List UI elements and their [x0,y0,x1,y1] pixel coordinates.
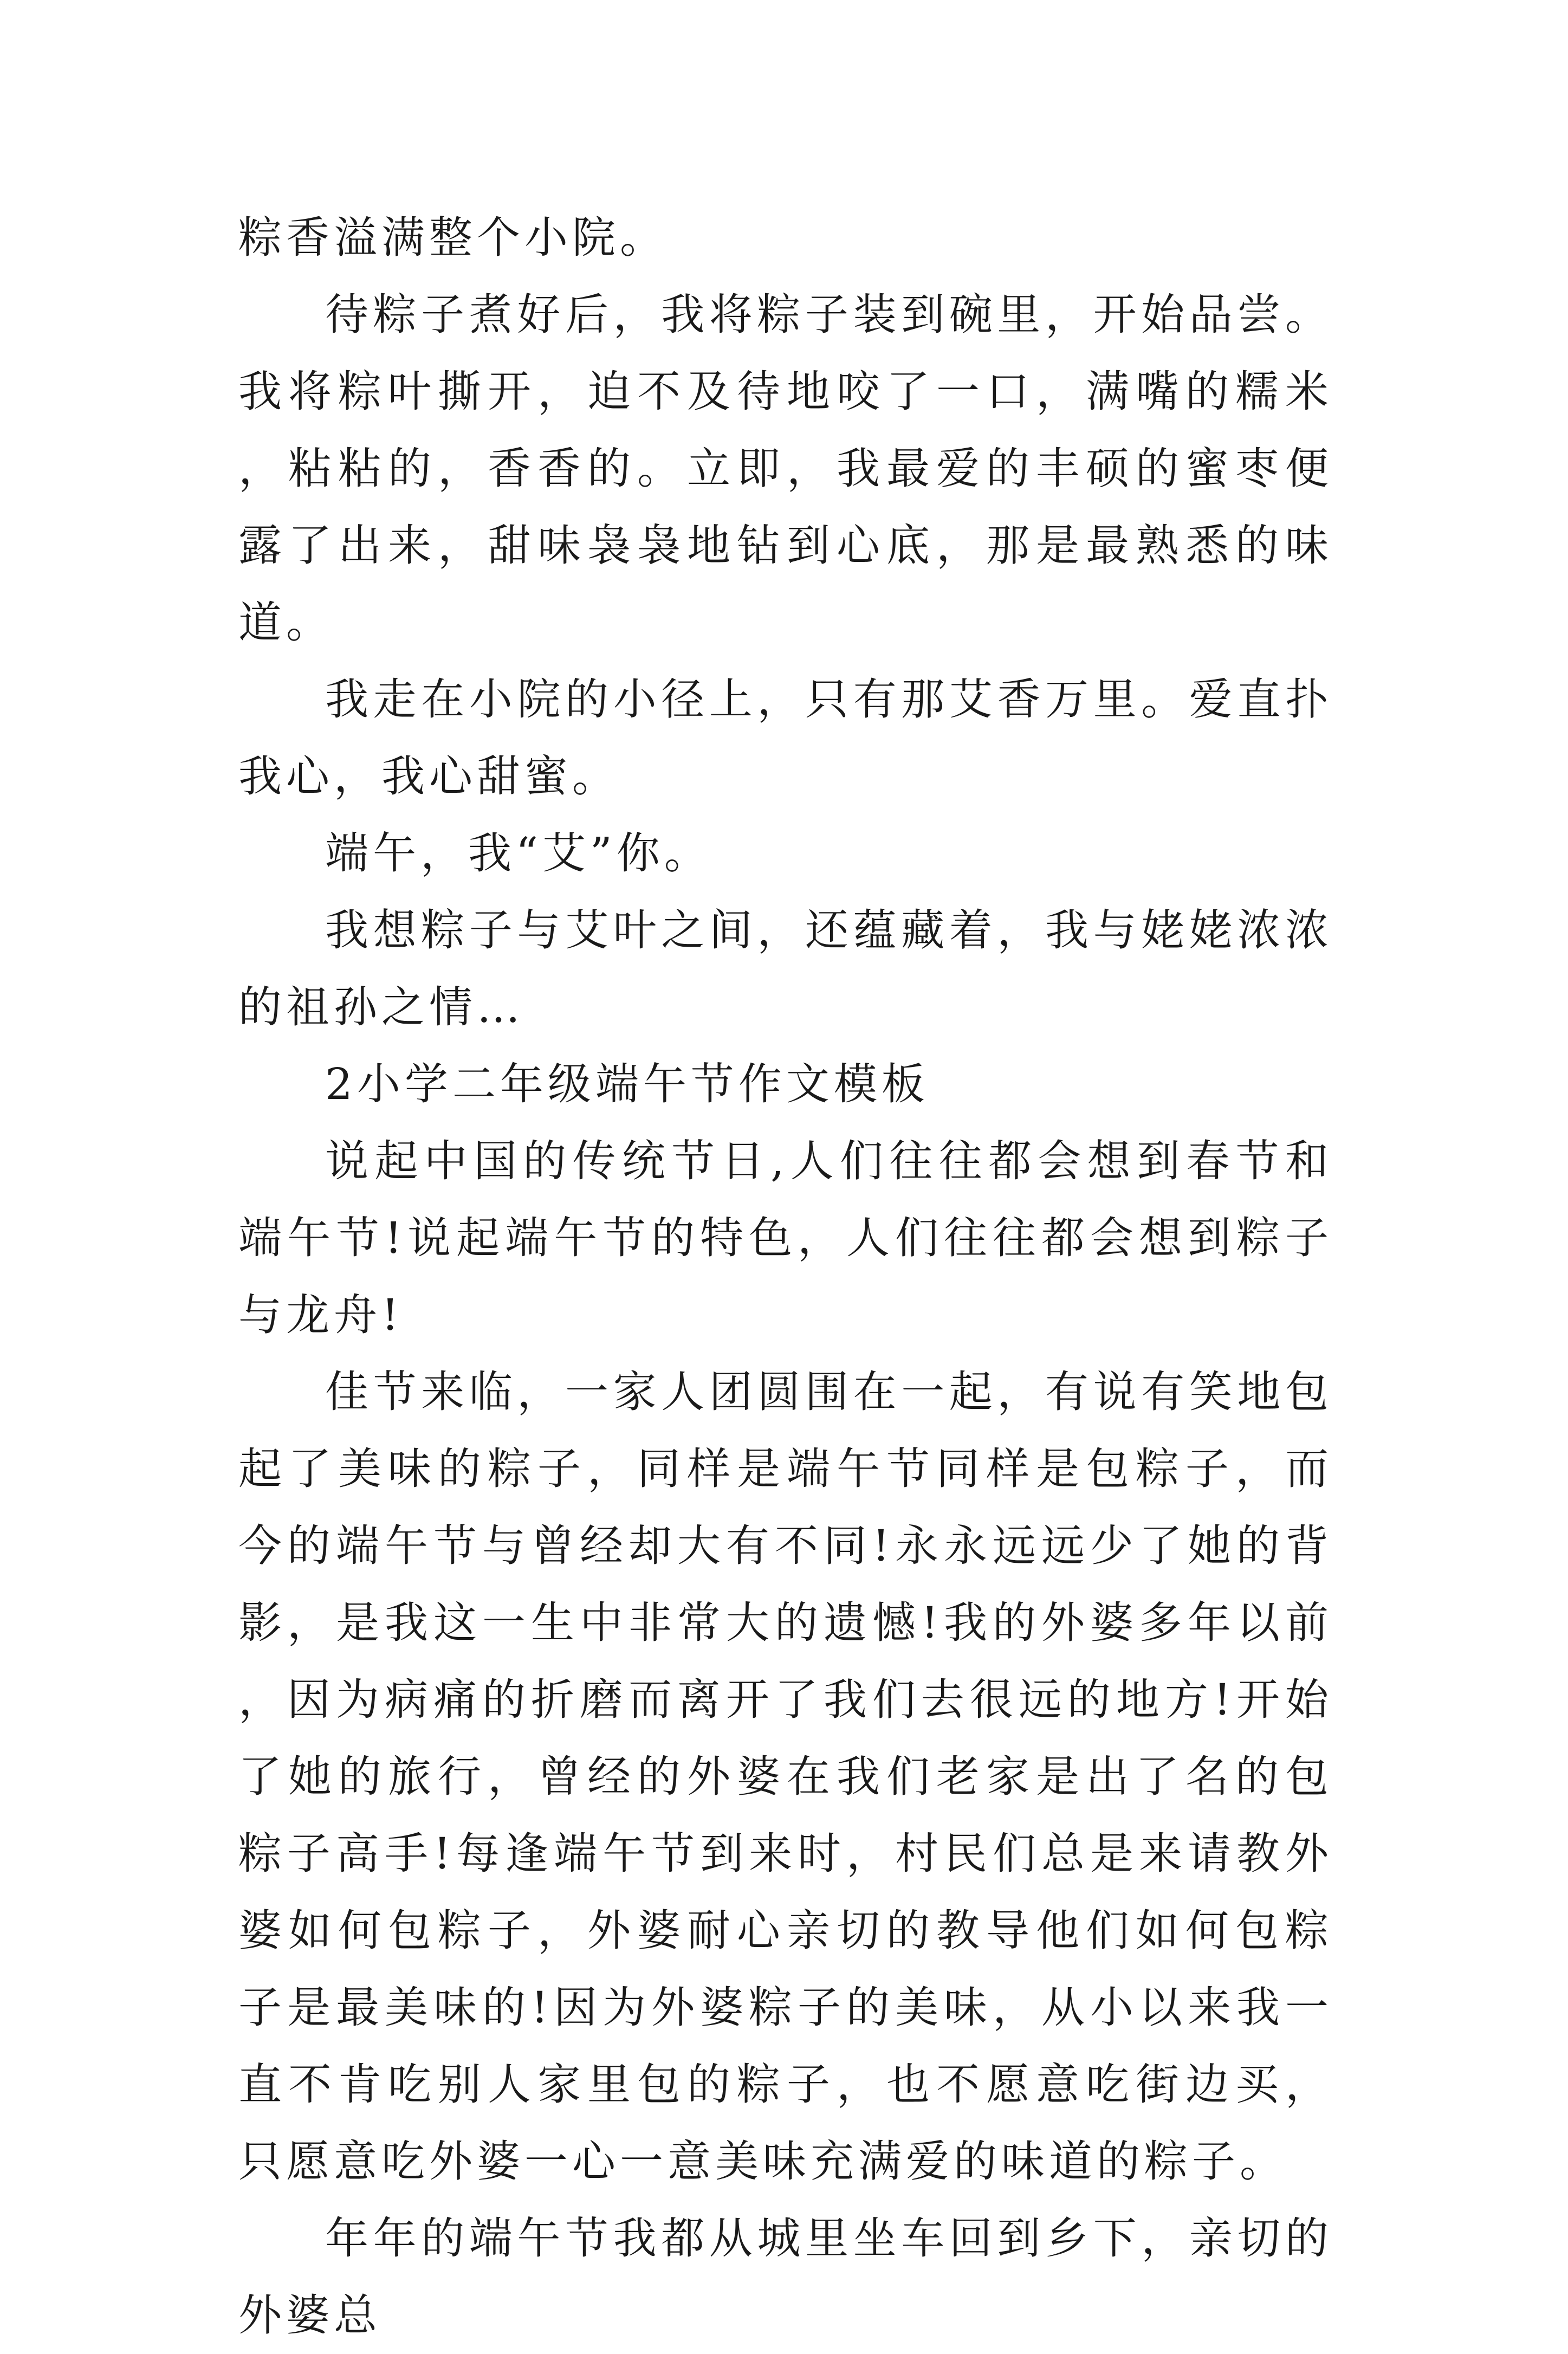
paragraph-1: 粽香溢满整个小院。 [238,212,668,263]
document-body [238,199,1333,2354]
paragraph-8: 年年的端午节我都从城里坐车回到乡下，亲切的外婆总 [238,2213,1333,2340]
paragraph-6: 说起中国的传统节日,人们往往都会想到春节和端午节!说起端午节的特色，人们往往都会想到粽子与龙舟! [238,1136,1333,1340]
paragraph-2: 待粽子煮好后，我将粽子装到碗里，开始品尝。我将粽叶撕开，迫不及待地咬了一口，满嘴的糯米，粘粘的，香香的。立即，我最爱的丰硕的蜜枣便露了出来，甜味袅袅地钻到心底，那是最熟悉的味道。 [238,289,1333,648]
paragraph-3: 我走在小院的小径上，只有那艾香万里。爱直扑我心，我心甜蜜。 [238,674,1333,801]
paragraph-4: 端午，我“艾”你。 [325,828,712,878]
paragraph-7: 佳节来临，一家人团圆围在一起，有说有笑地包起了美味的粽子，同样是端午节同样是包粽子，而今的端午节与曾经却大有不同!永永远远少了她的背影，是我这一生中非常大的遗憾!我的外婆多年以前，因为病痛的折磨而离开了我们去很远的地方!开始了她的旅行，曾经的外婆在我们老家是出了名的包粽子高手!每逢端午节到来时，村民们总是来请教外婆如何包粽子，外婆耐心亲切的教导他们如何包粽子是最美味的!因为外婆粽子的美味，从小以来我一直不肯吃别人家里包的粽子，也不愿意吃街边买，只愿意吃外婆一心一意美味充满爱的味道的粽子。 [238,1367,1333,2187]
paragraph-5: 我想粽子与艾叶之间，还蕴藏着，我与姥姥浓浓的祖孙之情… [238,905,1333,1032]
section-heading: 2小学二年级端午节作文模板 [325,1059,929,1109]
